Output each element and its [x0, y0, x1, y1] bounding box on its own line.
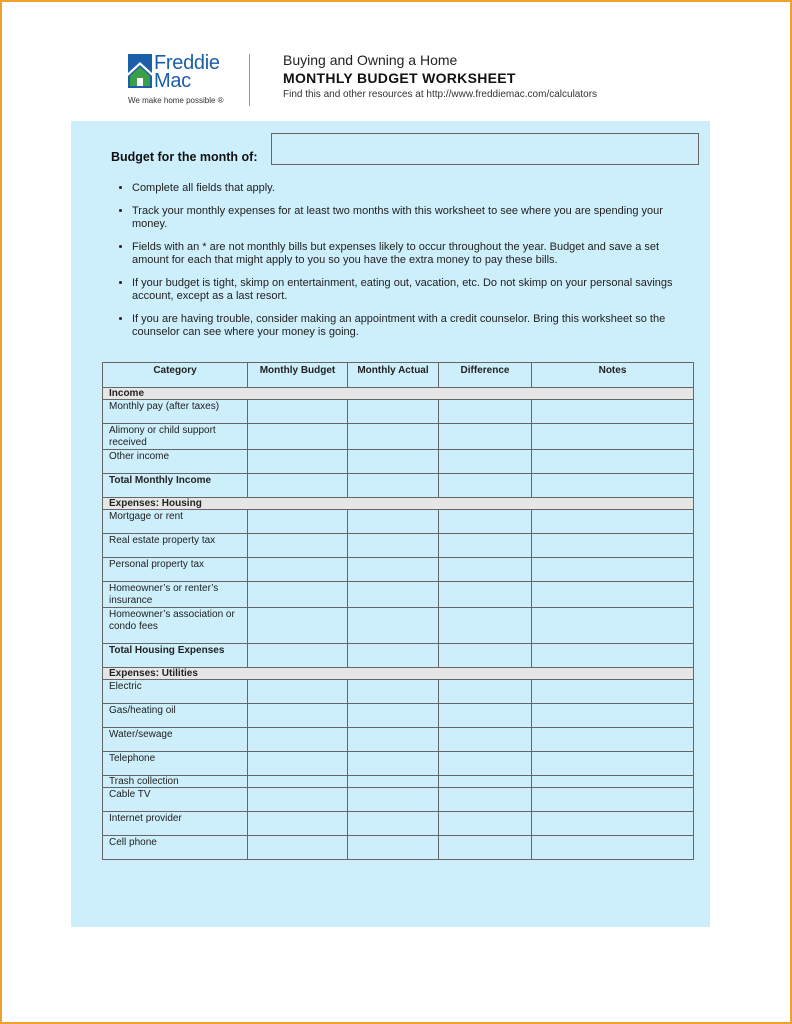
row-label: Gas/heating oil [103, 704, 248, 728]
cell-budget[interactable] [248, 400, 348, 424]
cell-actual[interactable] [348, 644, 439, 668]
cell-difference[interactable] [439, 776, 532, 788]
cell-budget[interactable] [248, 812, 348, 836]
row-label: Personal property tax [103, 558, 248, 582]
budget-table [102, 362, 694, 860]
row-label: Cable TV [103, 788, 248, 812]
cell-budget[interactable] [248, 450, 348, 474]
table-row [103, 534, 694, 558]
table-row [103, 788, 694, 812]
table-row [103, 752, 694, 776]
cell-notes[interactable] [532, 704, 694, 728]
cell-budget[interactable] [248, 474, 348, 498]
row-label: Monthly pay (after taxes) [103, 400, 248, 424]
house-logo-icon [128, 54, 152, 88]
cell-difference[interactable] [439, 788, 532, 812]
cell-budget[interactable] [248, 644, 348, 668]
table-row [103, 400, 694, 424]
cell-actual[interactable] [348, 788, 439, 812]
row-label: Telephone [103, 752, 248, 776]
table-row [103, 728, 694, 752]
cell-difference[interactable] [439, 680, 532, 704]
month-input[interactable] [271, 133, 699, 165]
cell-notes[interactable] [532, 680, 694, 704]
cell-notes[interactable] [532, 788, 694, 812]
cell-budget[interactable] [248, 788, 348, 812]
cell-notes[interactable] [532, 776, 694, 788]
row-label: Alimony or child support received [103, 424, 248, 450]
cell-notes[interactable] [532, 836, 694, 860]
cell-notes[interactable] [532, 474, 694, 498]
cell-actual[interactable] [348, 582, 439, 608]
cell-budget[interactable] [248, 728, 348, 752]
cell-difference[interactable] [439, 582, 532, 608]
cell-budget[interactable] [248, 752, 348, 776]
cell-budget[interactable] [248, 424, 348, 450]
cell-actual[interactable] [348, 776, 439, 788]
instruction-item: • Fields with an * are not monthly bills but expenses likely to occur throughout the year. Budget and save a set amount for each that might apply to you so you have the extra money to pay these bills. [132, 241, 692, 268]
cell-difference[interactable] [439, 836, 532, 860]
instruction-item: • Complete all fields that apply. [132, 182, 692, 196]
cell-budget[interactable] [248, 534, 348, 558]
table-row [103, 680, 694, 704]
table-row [103, 450, 694, 474]
table-row [103, 558, 694, 582]
month-label: Budget for the month of: [111, 150, 258, 164]
row-label: Homeowner’s or renter’s insurance [103, 582, 248, 608]
row-label: Internet provider [103, 812, 248, 836]
row-label: Other income [103, 450, 248, 474]
cell-difference[interactable] [439, 450, 532, 474]
header-subtitle: Buying and Owning a Home [283, 52, 458, 68]
cell-budget[interactable] [248, 608, 348, 644]
cell-budget[interactable] [248, 704, 348, 728]
col-header-monthly-actual: Monthly Actual [348, 363, 439, 388]
cell-difference[interactable] [439, 558, 532, 582]
cell-actual[interactable] [348, 836, 439, 860]
brand-tagline: We make home possible ® [128, 96, 224, 105]
cell-actual[interactable] [348, 680, 439, 704]
cell-notes[interactable] [532, 582, 694, 608]
table-row [103, 836, 694, 860]
table-row [103, 510, 694, 534]
cell-difference[interactable] [439, 400, 532, 424]
section-label: Income [103, 388, 694, 400]
instruction-item: • Track your monthly expenses for at least two months with this worksheet to see where you are spending your money. [132, 205, 692, 232]
cell-actual[interactable] [348, 474, 439, 498]
cell-actual[interactable] [348, 752, 439, 776]
freddie-mac-logo [128, 54, 238, 110]
cell-difference[interactable] [439, 534, 532, 558]
cell-notes[interactable] [532, 728, 694, 752]
cell-actual[interactable] [348, 424, 439, 450]
cell-notes[interactable] [532, 752, 694, 776]
instructions-list [114, 182, 692, 349]
section-label: Expenses: Utilities [103, 668, 694, 680]
instruction-item: • If you are having trouble, consider making an appointment with a credit counselor. Bring this worksheet so the counselor can see where your money is going. [132, 313, 692, 340]
brand-name: Freddie Mac [154, 52, 220, 92]
cell-budget[interactable] [248, 582, 348, 608]
cell-difference[interactable] [439, 510, 532, 534]
cell-difference[interactable] [439, 424, 532, 450]
row-label: Trash collection [103, 776, 248, 788]
cell-actual[interactable] [348, 558, 439, 582]
cell-notes[interactable] [532, 644, 694, 668]
document-title: MONTHLY BUDGET WORKSHEET [283, 70, 516, 86]
cell-notes[interactable] [532, 450, 694, 474]
table-row [103, 582, 694, 608]
cell-notes[interactable] [532, 400, 694, 424]
cell-difference[interactable] [439, 474, 532, 498]
section-row-income [103, 388, 694, 400]
row-label: Electric [103, 680, 248, 704]
row-label: Cell phone [103, 836, 248, 860]
cell-actual[interactable] [348, 400, 439, 424]
cell-budget[interactable] [248, 776, 348, 788]
cell-notes[interactable] [532, 812, 694, 836]
table-row [103, 812, 694, 836]
cell-budget[interactable] [248, 510, 348, 534]
cell-actual[interactable] [348, 812, 439, 836]
cell-budget[interactable] [248, 680, 348, 704]
cell-budget[interactable] [248, 558, 348, 582]
resources-line: Find this and other resources at http://www.freddiemac.com/calculators [283, 89, 598, 100]
cell-difference[interactable] [439, 752, 532, 776]
cell-notes[interactable] [532, 558, 694, 582]
header-divider [249, 54, 250, 106]
col-header-category: Category [103, 363, 248, 388]
table-row [103, 608, 694, 644]
row-label: Total Housing Expenses [103, 644, 248, 668]
table-row [103, 776, 694, 788]
cell-difference[interactable] [439, 728, 532, 752]
section-row-housing [103, 498, 694, 510]
cell-difference[interactable] [439, 812, 532, 836]
cell-notes[interactable] [532, 534, 694, 558]
cell-actual[interactable] [348, 534, 439, 558]
cell-actual[interactable] [348, 450, 439, 474]
section-row-utilities [103, 668, 694, 680]
table-header-row [103, 363, 694, 388]
instruction-item: • If your budget is tight, skimp on entertainment, eating out, vacation, etc. Do not skimp on your personal savings account, except as a last resort. [132, 277, 692, 304]
row-label: Mortgage or rent [103, 510, 248, 534]
row-label: Water/sewage [103, 728, 248, 752]
cell-difference[interactable] [439, 704, 532, 728]
cell-actual[interactable] [348, 608, 439, 644]
table-row [103, 424, 694, 450]
cell-difference[interactable] [439, 608, 532, 644]
cell-difference[interactable] [439, 644, 532, 668]
document-header [283, 52, 597, 100]
table-row [103, 704, 694, 728]
cell-notes[interactable] [532, 424, 694, 450]
table-row-total [103, 644, 694, 668]
col-header-monthly-budget: Monthly Budget [248, 363, 348, 388]
cell-actual[interactable] [348, 704, 439, 728]
cell-notes[interactable] [532, 510, 694, 534]
row-label: Total Monthly Income [103, 474, 248, 498]
cell-budget[interactable] [248, 836, 348, 860]
section-label: Expenses: Housing [103, 498, 694, 510]
row-label: Homeowner’s association or condo fees [103, 608, 248, 644]
row-label: Real estate property tax [103, 534, 248, 558]
table-row-total [103, 474, 694, 498]
cell-notes[interactable] [532, 608, 694, 644]
col-header-difference: Difference [439, 363, 532, 388]
cell-actual[interactable] [348, 510, 439, 534]
col-header-notes: Notes [532, 363, 694, 388]
cell-actual[interactable] [348, 728, 439, 752]
